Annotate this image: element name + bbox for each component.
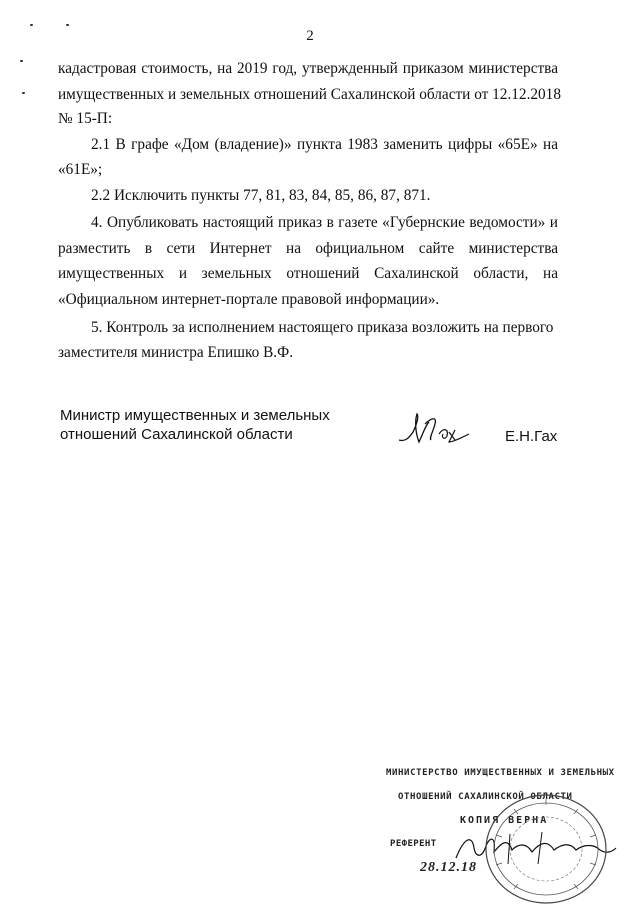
body-line: кадастровая стоимость, на 2019 год, утвержденный приказом министерства: [58, 60, 558, 77]
body-line: «61Е»;: [58, 161, 103, 178]
body-line: заместителя министра Епишко В.Ф.: [58, 344, 294, 361]
signer-position-line1: Министр имущественных и земельных: [60, 407, 330, 424]
body-line: имущественных и земельных отношений Сахалинской области от 12.12.2018: [58, 86, 561, 103]
stamp-line1: МИНИСТЕРСТВО ИМУЩЕСТВЕННЫХ И ЗЕМЕЛЬНЫХ: [386, 768, 615, 778]
signer-position-line2: отношений Сахалинской области: [60, 426, 293, 443]
official-seal: [468, 775, 628, 910]
scan-speck: [22, 92, 25, 94]
body-line: 2.1 В графе «Дом (владение)» пункта 1983 заменить цифры «65Е» на: [91, 136, 558, 153]
body-line: «Официальном интернет-портале правовой информации».: [58, 291, 440, 308]
stamp-line2: ОТНОШЕНИЙ САХАЛИНСКОЙ ОБЛАСТИ: [398, 792, 573, 802]
body-line: 2.2 Исключить пункты 77, 81, 83, 84, 85, 86, 87, 871.: [91, 187, 431, 204]
body-line: 5. Контроль за исполнением настоящего приказа возложить на первого: [91, 319, 554, 336]
scan-speck: [66, 24, 69, 26]
body-line: разместить в сети Интернет на официальном сайте министерства: [58, 240, 558, 257]
signer-name: Е.Н.Гах: [505, 428, 558, 445]
handwritten-signature: [395, 412, 475, 448]
body-line: имущественных и земельных отношений Сахалинской области, на: [58, 265, 558, 282]
body-line: № 15-П:: [58, 110, 113, 127]
stamp-date: 28.12.18: [420, 860, 477, 875]
body-line: 4. Опубликовать настоящий приказ в газете «Губернские ведомости» и: [91, 214, 558, 231]
scan-speck: [20, 60, 23, 62]
stamp-line3: КОПИЯ ВЕРНА: [460, 815, 549, 826]
scan-speck: [30, 24, 33, 26]
stamp-line4: РЕФЕРЕНТ: [390, 839, 437, 849]
page-number: 2: [306, 28, 314, 44]
